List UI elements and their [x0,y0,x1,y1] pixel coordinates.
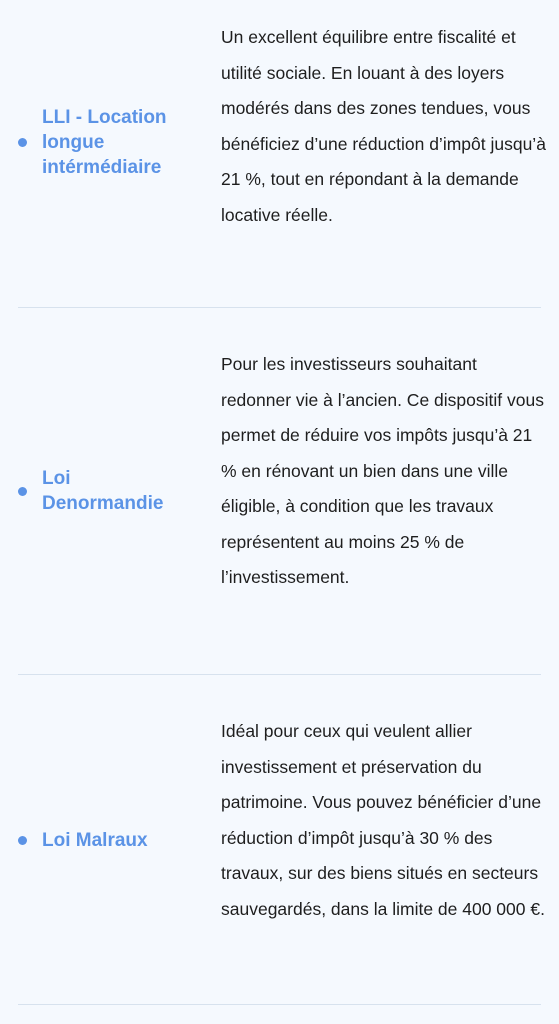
item-title: Loi Malraux [42,830,148,851]
item-title-wrap [18,466,198,516]
list-item [18,0,546,308]
item-description: Pour les investisseurs souhaitant redonner vie à l’ancien. Ce dispositif vous permet de réduire vos impôts jusqu’à 21 % en rénovant un bien dans une ville éligible, à condition que les travaux représentent au moins 25 % de l’investissement. [221,354,544,587]
item-title-wrap [18,828,198,853]
bullet-dot-icon [18,138,27,147]
list-item [18,674,545,1005]
item-title-wrap [18,105,198,180]
bullet-dot-icon [18,836,27,845]
item-title: Loi Denormandie [42,468,164,514]
bullet-dot-icon [18,487,27,496]
item-description: Idéal pour ceux qui veulent allier investissement et préservation du patrimoine. Vous pouvez bénéficier d’une réduction d’impôt jusqu’à 30 % des travaux, sur des biens situés en secteurs sauvegardés, dans la limite de 400 000 €. [221,721,545,919]
item-title: LLI - Location longue intérmédiaire [42,107,167,178]
list-item [18,307,544,675]
item-description: Un excellent équilibre entre fiscalité et utilité sociale. En louant à des loyers modérés dans des zones tendues, vous bénéficiez d’une réduction d’impôt jusqu’à 21 %, tout en répondant à la demande locative réelle. [221,27,546,225]
